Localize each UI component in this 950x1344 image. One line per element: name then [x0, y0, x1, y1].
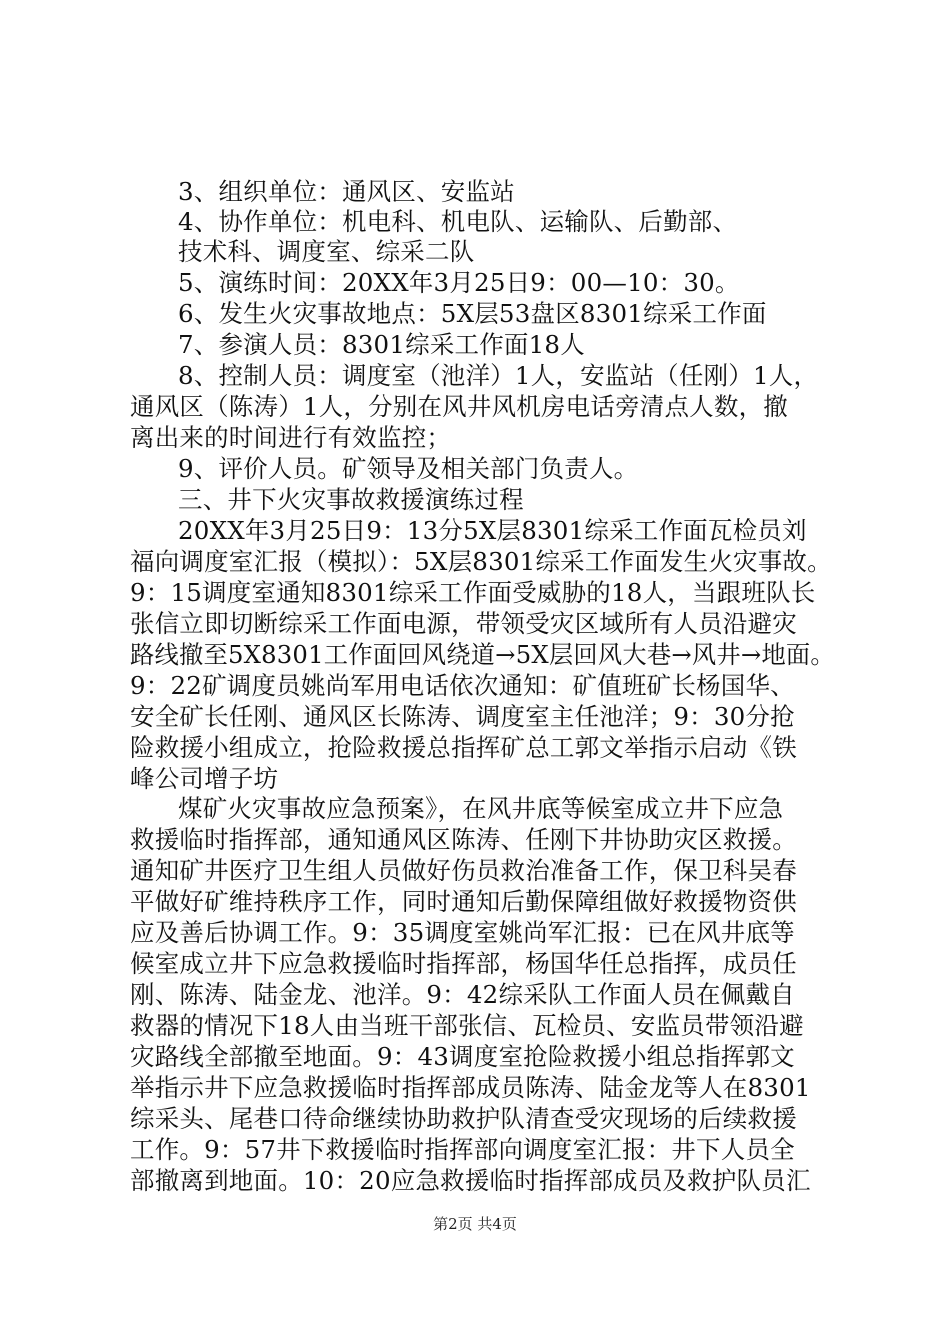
text-line: 候室成立井下应急救援临时指挥部，杨国华任总指挥，成员任	[130, 949, 797, 978]
text-line: 路线撤至5X8301工作面回风绕道→5X层回风大巷→风井→地面。	[130, 640, 835, 669]
text-line: 4、协作单位：机电科、机电队、运输队、后勤部、	[178, 207, 738, 236]
text-line: 应及善后协调工作。9：35调度室姚尚军汇报：已在风井底等	[130, 918, 795, 947]
text-line: 9：22矿调度员姚尚军用电话依次通知：矿值班矿长杨国华、	[130, 671, 795, 700]
text-line: 安全矿长任刚、通风区长陈涛、调度室主任池洋；9：30分抢	[130, 702, 795, 731]
text-line: 工作。9：57井下救援临时指挥部向调度室汇报：井下人员全	[130, 1135, 795, 1164]
text-line: 救援临时指挥部，通知通风区陈涛、任刚下井协助灾区救援。	[130, 825, 797, 854]
text-line: 通风区（陈涛）1人，分别在风井风机房电话旁清点人数，撤	[130, 392, 788, 421]
text-line: 福向调度室汇报（模拟）：5X层8301综采工作面发生火灾事故。	[130, 547, 832, 576]
text-line: 举指示井下应急救援临时指挥部成员陈涛、陆金龙等人在8301	[130, 1073, 811, 1102]
text-line: 8、控制人员：调度室（池洋）1人，安监站（任刚）1人，	[178, 361, 819, 390]
page-footer: 第2页 共4页	[433, 1215, 517, 1233]
text-line: 救器的情况下18人由当班干部张信、瓦检员、安监员带领沿避	[130, 1011, 804, 1040]
text-line: 6、发生火灾事故地点：5X层53盘区8301综采工作面	[178, 299, 767, 328]
text-line: 险救援小组成立，抢险救援总指挥矿总工郭文举指示启动《铁	[130, 733, 797, 762]
text-line: 平做好矿维持秩序工作，同时通知后勤保障组做好救援物资供	[130, 887, 797, 916]
text-line: 张信立即切断综采工作面电源，带领受灾区域所有人员沿避灾	[130, 609, 797, 638]
text-line: 刚、陈涛、陆金龙、池洋。9：42综采队工作面人员在佩戴自	[130, 980, 795, 1009]
text-line: 灾路线全部撤至地面。9：43调度室抢险救援小组总指挥郭文	[130, 1042, 795, 1071]
text-line: 20XX年3月25日9：13分5X层8301综采工作面瓦检员刘	[178, 516, 807, 545]
text-line: 技术科、调度室、综采二队	[178, 237, 475, 266]
text-line: 峰公司增子坊	[130, 764, 279, 793]
text-line: 3、组织单位：通风区、安监站	[178, 177, 515, 206]
text-line: 5、演练时间：20XX年3月25日9：00—10：30。	[178, 268, 740, 297]
text-line: 离出来的时间进行有效监控；	[130, 423, 452, 452]
text-line: 煤矿火灾事故应急预案》，在风井底等候室成立井下应急	[178, 794, 784, 823]
text-line: 9、评价人员。矿领导及相关部门负责人。	[178, 454, 639, 483]
section-heading: 三、井下火灾事故救援演练过程	[178, 485, 524, 514]
text-line: 综采头、尾巷口待命继续协助救护队清查受灾现场的后续救援	[130, 1104, 797, 1133]
text-line: 7、参演人员：8301综采工作面18人	[178, 330, 585, 359]
text-line: 通知矿井医疗卫生组人员做好伤员救治准备工作，保卫科吴春	[130, 856, 797, 885]
text-line: 部撤离到地面。10：20应急救援临时指挥部成员及救护队员汇	[130, 1166, 811, 1195]
text-line: 9：15调度室通知8301综采工作面受威胁的18人，当跟班队长	[130, 578, 816, 607]
